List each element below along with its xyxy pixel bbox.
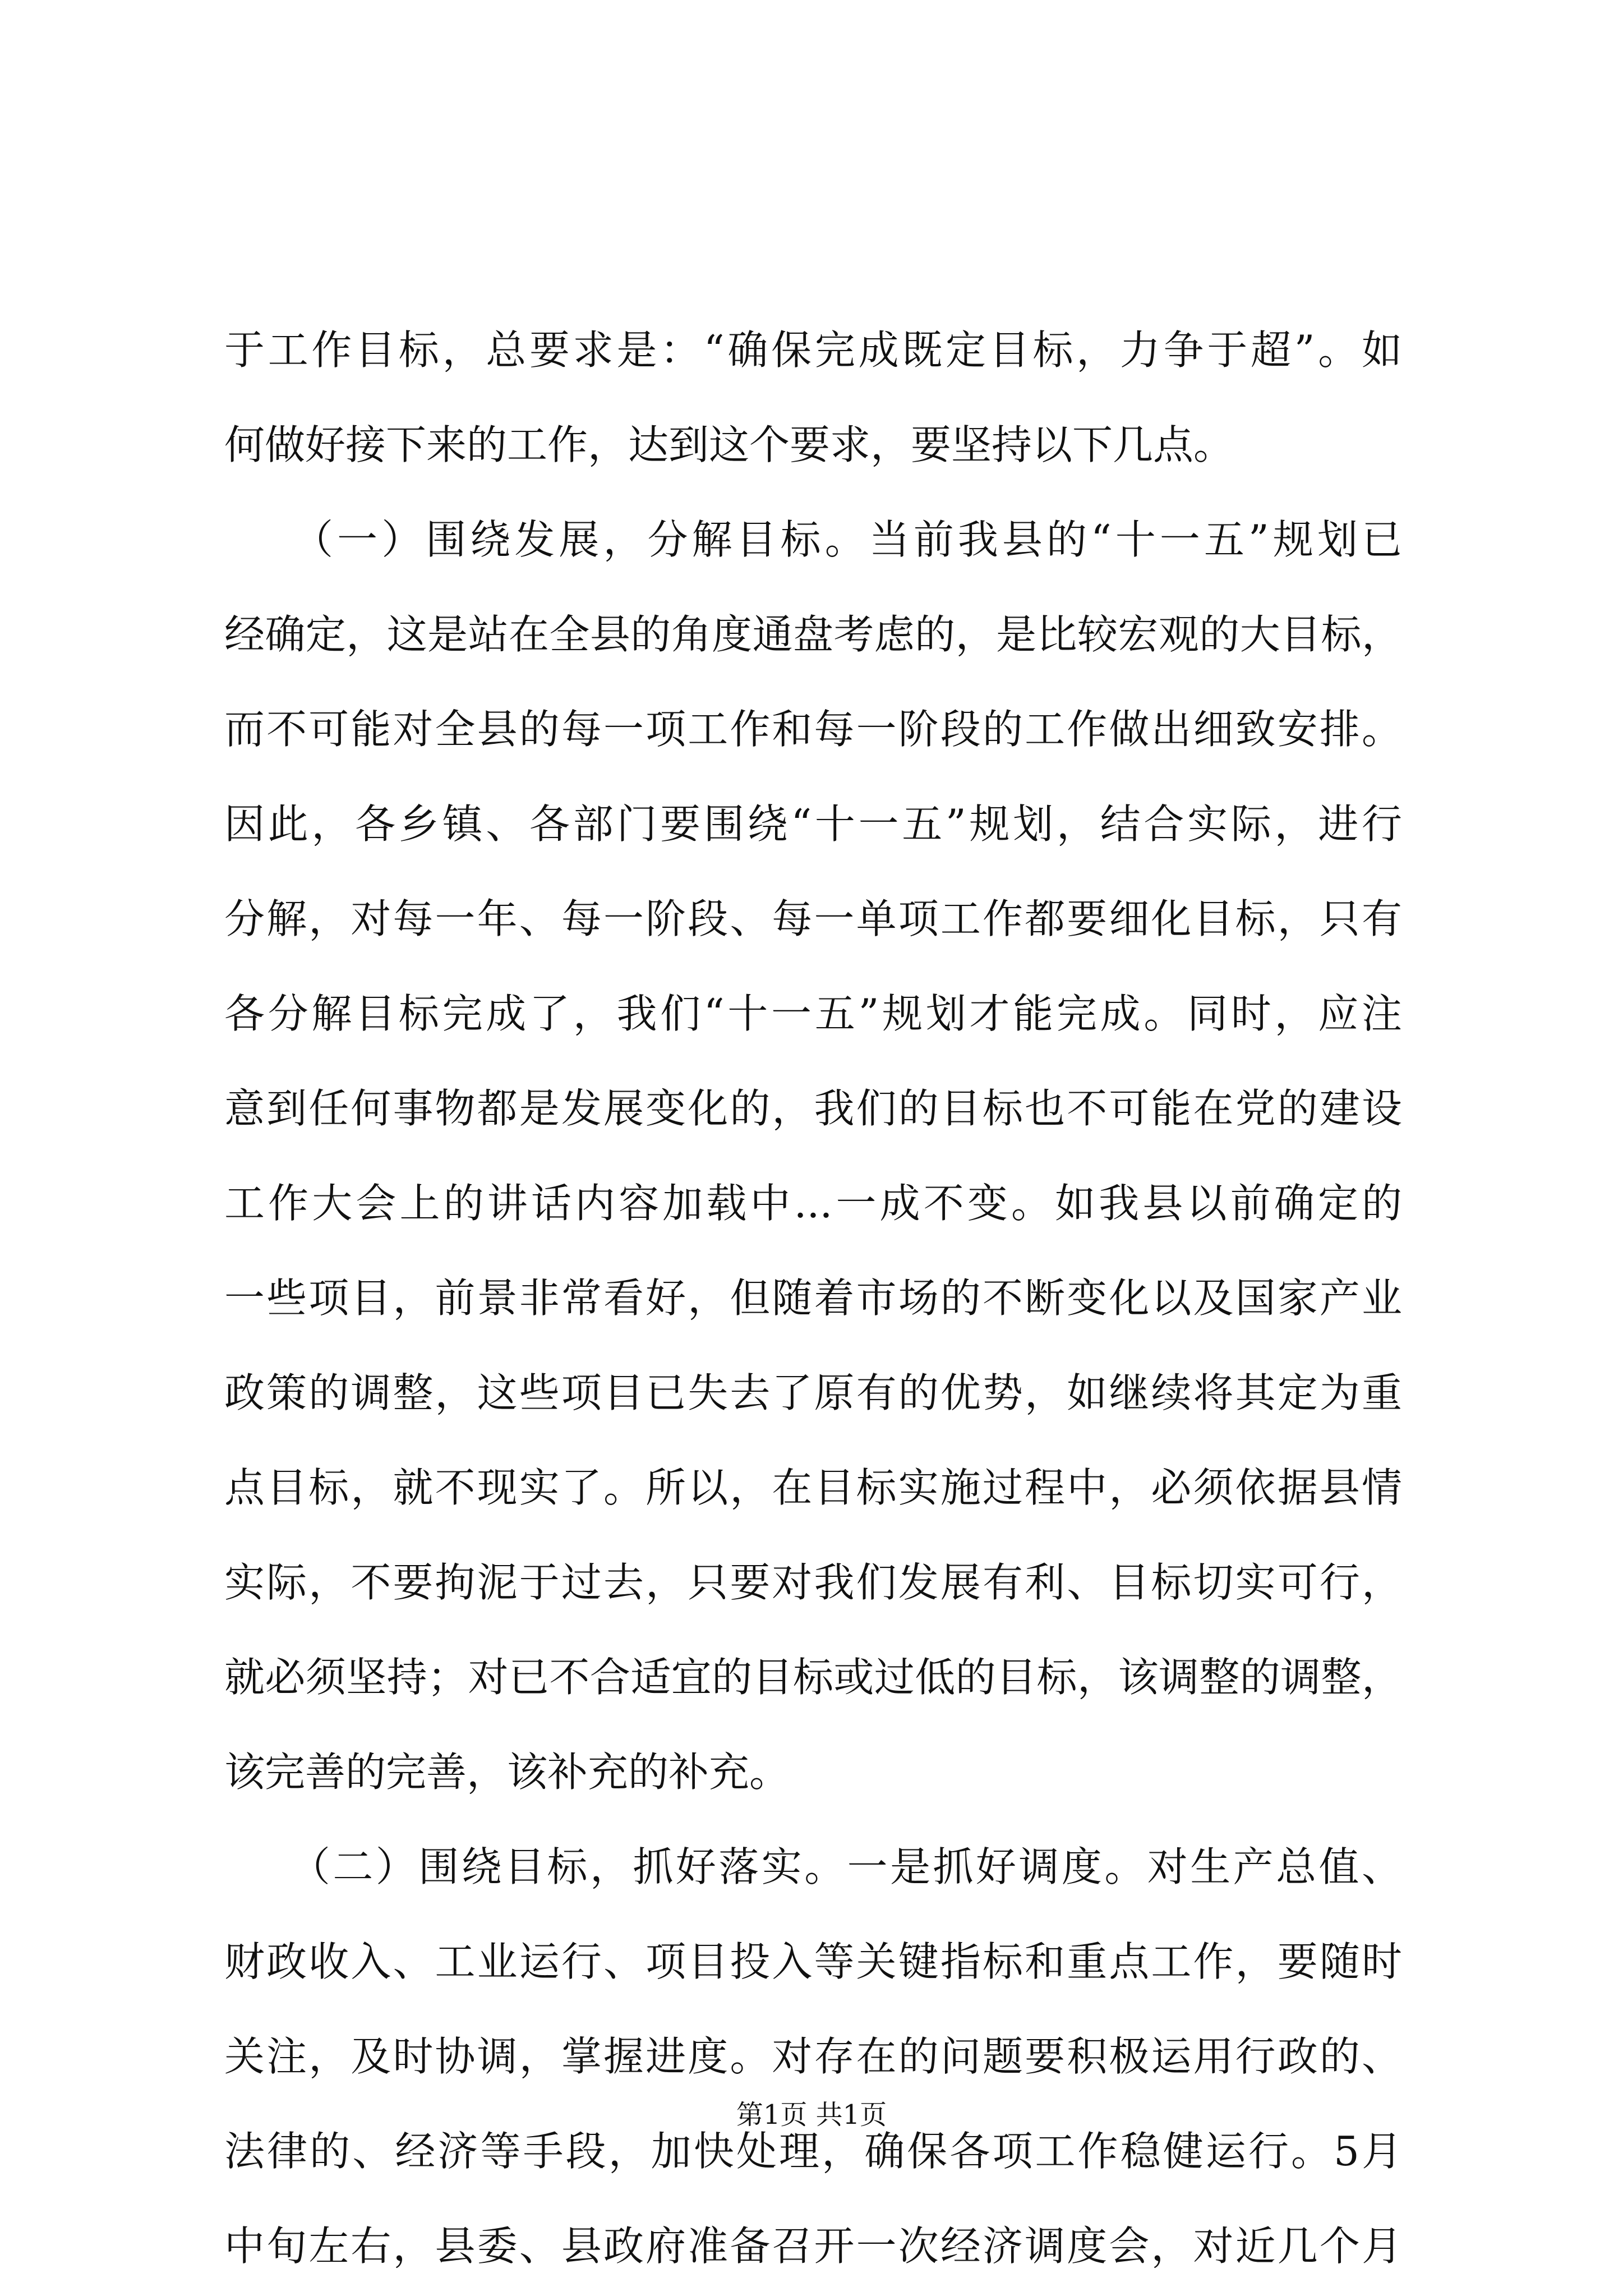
text-line: 于工作目标，总要求是：“确保完成既定目标，力争于超”。如 bbox=[224, 326, 1402, 374]
text-line: （一）围绕发展，分解目标。当前我县的“十一五”规划已 bbox=[224, 516, 1402, 563]
text-line: 意到任何事物都是发展变化的，我们的目标也不可能在党的建设 bbox=[224, 1085, 1402, 1132]
text-line: 中旬左右，县委、县政府准备召开一次经济调度会，对近几个月 bbox=[224, 2223, 1402, 2270]
text-line: 就必须坚持；对已不合适宜的目标或过低的目标，该调整的调整， bbox=[224, 1654, 1402, 1701]
text-line: 而不可能对全县的每一项工作和每一阶段的工作做出细致安排。 bbox=[224, 706, 1402, 753]
text-line: 何做好接下来的工作，达到这个要求，要坚持以下几点。 bbox=[224, 421, 1234, 468]
text-line: 财政收入、工业运行、项目投入等关键指标和重点工作，要随时 bbox=[224, 1938, 1402, 1985]
page-footer bbox=[0, 2098, 1623, 2132]
document-body bbox=[224, 303, 1402, 2294]
page-number-label: 第1页 共1页 bbox=[736, 2099, 887, 2131]
text-line: 法律的、经济等手段，加快处理，确保各项工作稳健运行。5月 bbox=[224, 2128, 1402, 2175]
text-line: 该完善的完善，该补充的补充。 bbox=[224, 1749, 790, 1796]
text-line: 经确定，这是站在全县的角度通盘考虑的，是比较宏观的大目标， bbox=[224, 611, 1402, 658]
text-line: 各分解目标完成了，我们“十一五”规划才能完成。同时，应注 bbox=[224, 990, 1402, 1037]
text-line: 政策的调整，这些项目已失去了原有的优势，如继续将其定为重 bbox=[224, 1369, 1402, 1416]
text-line: 分解，对每一年、每一阶段、每一单项工作都要细化目标，只有 bbox=[224, 895, 1402, 942]
text-line: 点目标，就不现实了。所以，在目标实施过程中，必须依据县情 bbox=[224, 1464, 1402, 1511]
text-line: 实际，不要拘泥于过去，只要对我们发展有利、目标切实可行， bbox=[224, 1559, 1402, 1606]
text-line: 因此，各乡镇、各部门要围绕“十一五”规划，结合实际，进行 bbox=[224, 800, 1402, 848]
text-line: 一些项目，前景非常看好，但随着市场的不断变化以及国家产业 bbox=[224, 1274, 1402, 1322]
text-line: 关注，及时协调，掌握进度。对存在的问题要积极运用行政的、 bbox=[224, 2033, 1402, 2080]
text-line: 工作大会上的讲话内容加载中...一成不变。如我县以前确定的 bbox=[224, 1180, 1402, 1227]
text-line: （二）围绕目标，抓好落实。一是抓好调度。对生产总值、 bbox=[224, 1843, 1402, 1890]
